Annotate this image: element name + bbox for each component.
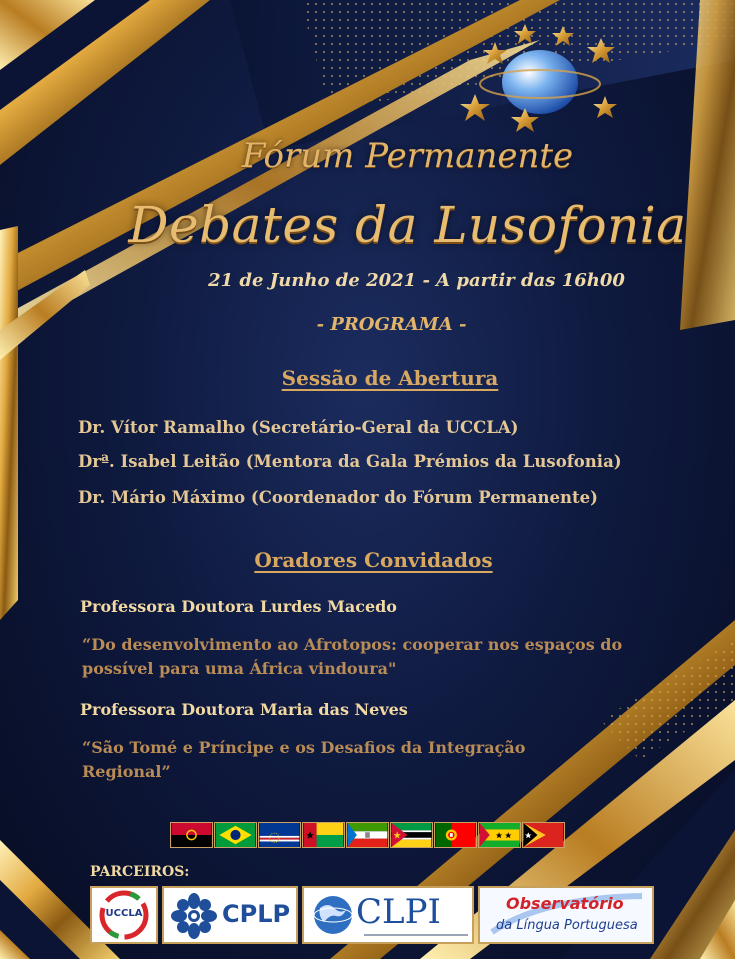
event-date: 21 de Junho de 2021 - A partir das 16h00 <box>208 270 625 291</box>
uccla-logo <box>90 886 158 944</box>
east-timor-flag-icon <box>522 822 565 848</box>
invited-speakers-heading: Oradores Convidados <box>254 548 493 572</box>
title-line-1: Fórum Permanente <box>241 136 574 176</box>
partners-label: PARCEIROS: <box>90 864 190 880</box>
cape-verde-flag-icon <box>258 822 301 848</box>
clpi-globe-icon <box>312 894 354 936</box>
invited-speaker-1-name: Professora Doutora Lurdes Macedo <box>80 597 397 616</box>
cplp-text: CPLP <box>222 900 291 928</box>
opening-session-heading: Sessão de Abertura <box>281 366 499 390</box>
talk-title-line: “Do desenvolvimento ao Afrotopos: cooperar nos espaços do <box>82 635 623 654</box>
title-line-2: Debates da Lusofonia <box>128 196 687 254</box>
observatorio-subtitle: da Língua Portuguesa <box>496 918 638 933</box>
cplp-emblem-icon <box>170 892 218 940</box>
sao-tome-flag-icon <box>478 822 521 848</box>
brazil-flag-icon <box>214 822 257 848</box>
observatorio-title: Observatório <box>506 894 624 913</box>
invited-speaker-2-talk <box>82 736 662 784</box>
guinea-bissau-flag-icon <box>302 822 345 848</box>
globe-stars-logo-icon <box>455 22 625 132</box>
talk-title-line: Regional” <box>82 762 171 781</box>
angola-flag-icon <box>170 822 213 848</box>
invited-speaker-2-name: Professora Doutora Maria das Neves <box>80 700 408 719</box>
talk-title-line: “São Tomé e Príncipe e os Desafios da Integração <box>82 738 526 757</box>
opening-speaker-1: Dr. Vítor Ramalho (Secretário-Geral da UCCLA) <box>78 418 519 437</box>
uccla-text: UCCLA <box>105 908 143 919</box>
program-label: - PROGRAMA - <box>316 314 467 335</box>
talk-title-line: possível para uma África vindoura" <box>82 659 397 678</box>
invited-speaker-1-talk <box>82 633 662 681</box>
mozambique-flag-icon <box>390 822 433 848</box>
lusophone-flags-row <box>170 822 565 848</box>
clpi-logo <box>302 886 474 944</box>
clpi-tagline-line <box>364 934 468 936</box>
portugal-flag-icon <box>434 822 477 848</box>
clpi-text: CLPI <box>356 892 441 932</box>
observatorio-logo <box>478 886 654 944</box>
opening-speaker-3: Dr. Mário Máximo (Coordenador do Fórum Permanente) <box>78 488 598 507</box>
equatorial-guinea-flag-icon <box>346 822 389 848</box>
opening-speaker-2: Drª. Isabel Leitão (Mentora da Gala Prémios da Lusofonia) <box>78 452 622 471</box>
cplp-logo <box>162 886 298 944</box>
